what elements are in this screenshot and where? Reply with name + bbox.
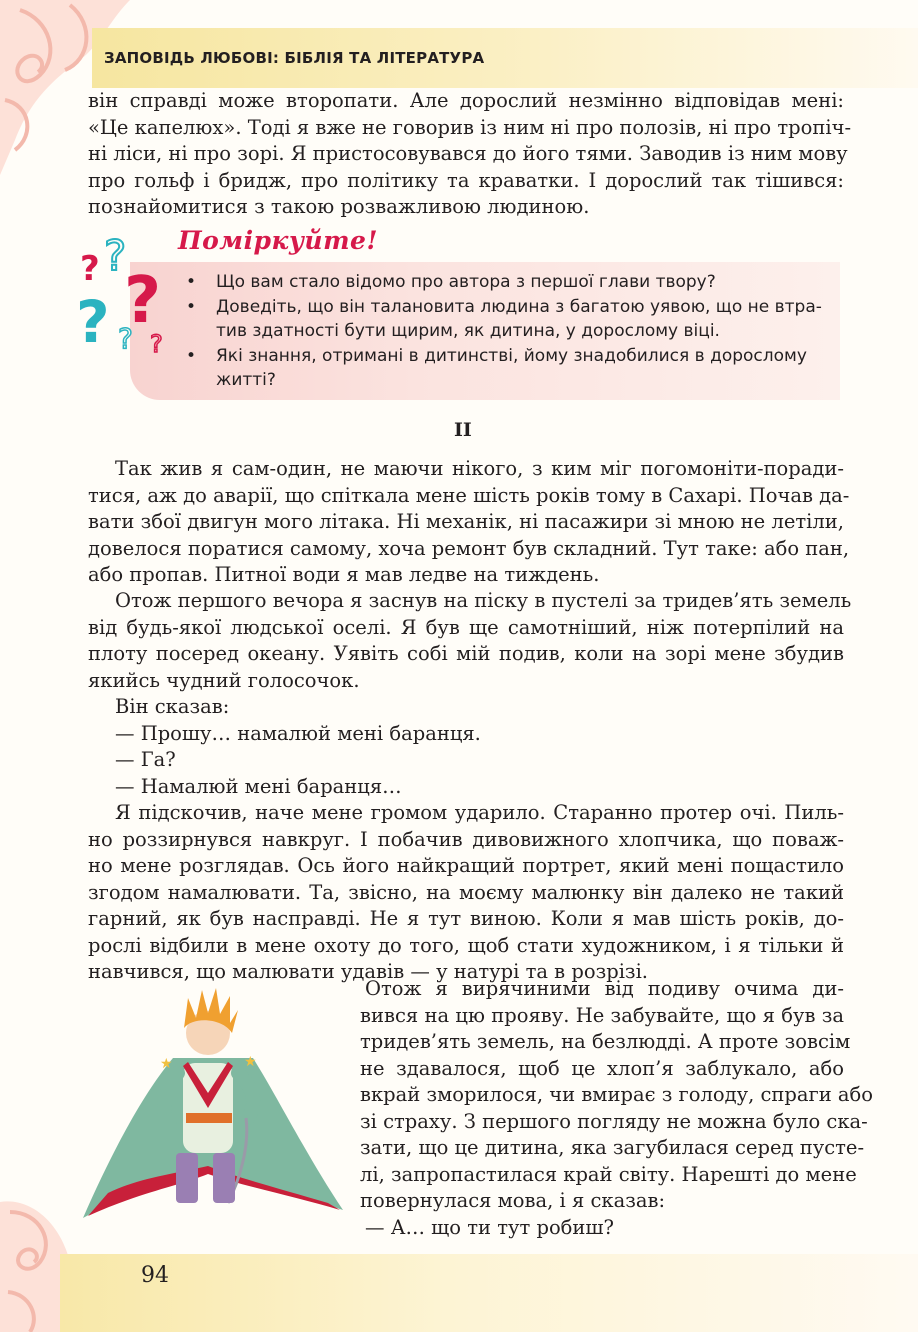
text-line: Він сказав: <box>115 695 230 718</box>
text-line: або пропав. Питної води я мав ледве на тиждень. <box>88 563 600 586</box>
side-paragraph <box>360 976 874 1241</box>
text-line: Отож я вирячиними від подиву очима ди- <box>365 977 844 1000</box>
text-line: вкрай зморилося, чи вмирає з голоду, спраги або <box>360 1083 874 1106</box>
text-line: про гольф і бридж, про політику та краватки. І дорослий так тішився: <box>88 168 844 192</box>
text-line: тридев’ять земель, на безлюдді. А проте зовсім <box>360 1030 851 1053</box>
text-line: ні ліси, ні про зорі. Я пристосовувався до його тями. Заводив із ним мову <box>88 142 848 165</box>
text-line: — А… що ти тут робиш? <box>365 1215 615 1239</box>
text-line: згодом намалювати. Та, звісно, на моєму малюнку він далеко не такий <box>88 880 844 904</box>
paragraph <box>88 588 852 694</box>
text-line: він справді може второпати. Але дорослий незмінно відповідав мені: <box>88 89 844 112</box>
think-box-questions <box>186 270 846 393</box>
text-line: лі, запропастилася край світу. Нарешті до мене <box>360 1162 857 1186</box>
list-item: • Доведіть, що він талановита людина з багатою уявою, що не втра-тив здатності бути щирим, як дитина, у дорослому віці. <box>186 295 846 344</box>
text-line: но мене розглядав. Ось його найкращий портрет, який мені пощастило <box>88 854 844 877</box>
text-line: Так жив я сам-один, не маючи нікого, з ким міг погомоніти-поради- <box>115 457 844 480</box>
intro-paragraph <box>88 88 852 221</box>
text-line: від будь-якої людської оселі. Я був ще самотніший, ніж потерпілий на <box>88 615 844 639</box>
svg-text:?: ? <box>124 264 162 338</box>
text-line: — Га? <box>115 748 176 771</box>
svg-text:?: ? <box>118 322 133 355</box>
svg-text:★: ★ <box>244 1054 257 1070</box>
svg-text:?: ? <box>104 231 127 280</box>
text-line: тися, аж до аварії, що спіткала мене шість років тому в Сахарі. Почав да- <box>88 483 850 507</box>
text-line: гарний, як був насправді. Не я тут виною. Коли я мав шість років, до- <box>88 907 844 930</box>
little-prince-illustration <box>78 988 348 1218</box>
list-item: • Які знання, отримані в дитинстві, йому знадобилися в дорослому житті? <box>186 344 846 393</box>
text-line: — Намалюй мені баранця… <box>115 774 402 798</box>
text-line: Я підскочив, наче мене громом ударило. Старанно протер очі. Пиль- <box>115 801 844 824</box>
text-line: довелося поратися самому, хоча ремонт був складний. Тут таке: або пан, <box>88 536 850 560</box>
text-line: но роззирнувся навкруг. І побачив дивовижного хлопчика, що поваж- <box>88 827 844 851</box>
text-line: «Це капелюх». Тоді я вже не говорив із ним ні про полозів, ні про тропіч- <box>88 115 852 139</box>
text-line: вати збої двигун мого літака. Ні механік, ні пасажири зі мною не летіли, <box>88 510 844 533</box>
text-line: вився на цю прояву. Не забувайте, що я був за <box>360 1003 844 1027</box>
text-line: — Прошу… намалюй мені баранця. <box>115 721 481 745</box>
think-box-title: Поміркуйте! <box>178 226 378 255</box>
text-line: познайомитися з такою розважливою людиною. <box>88 195 590 218</box>
text-line: плоту посеред океану. Уявіть собі мій подив, коли на зорі мене збудив <box>88 642 844 665</box>
footer-band <box>60 1254 918 1332</box>
text-line: зати, що це дитина, яка загубилася серед пусте- <box>360 1136 865 1159</box>
list-item: • Що вам стало відомо про автора з першої глави твору? <box>186 270 846 295</box>
svg-text:★: ★ <box>160 1056 173 1072</box>
svg-text:?: ? <box>80 249 100 289</box>
text-line: не здавалося, щоб це хлоп’я заблукало, або <box>360 1056 844 1080</box>
dialogue <box>88 694 844 800</box>
question-marks-icon <box>72 230 182 360</box>
svg-text:?: ? <box>76 288 110 356</box>
text-line: повернулася мова, і я сказав: <box>360 1189 666 1212</box>
text-line: Отож першого вечора я заснув на піску в пустелі за тридев’ять земель <box>115 589 852 612</box>
svg-text:?: ? <box>150 330 163 358</box>
paragraph <box>88 800 844 986</box>
text-line: рослі відбили в мене охоту до того, щоб стати художником, і я тільки й <box>88 933 844 957</box>
paragraph <box>88 456 850 589</box>
running-header: ЗАПОВІДЬ ЛЮБОВІ: БІБЛІЯ ТА ЛІТЕРАТУРА <box>104 49 485 67</box>
text-line: навчився, що малювати удавів — у натурі та в розрізі. <box>88 960 649 983</box>
page-number: 94 <box>141 1263 169 1288</box>
text-line: зі страху. З першого погляду не можна було ска- <box>360 1109 868 1133</box>
text-line: якийсь чудний голосочок. <box>88 668 360 692</box>
chapter-heading: II <box>454 419 472 441</box>
